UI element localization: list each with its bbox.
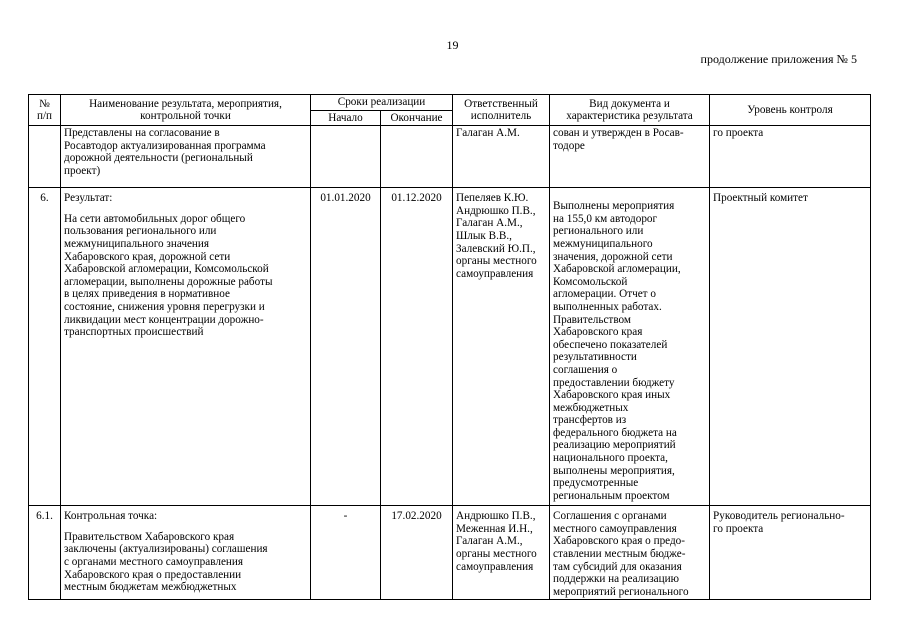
row-control: Проектный комитет xyxy=(710,188,871,506)
results-table xyxy=(28,94,871,600)
table-row xyxy=(29,188,871,506)
table-row xyxy=(29,126,871,188)
row-document: сован и утвержден в Росав- тодоре xyxy=(550,126,710,188)
row-name-text: Представлены на согласование в Росавтодор актуализированная программа дорожной деятельности (региональный проект) xyxy=(64,127,266,177)
header-num: № п/п xyxy=(29,95,61,126)
row-end xyxy=(381,126,453,188)
header-terms: Сроки реализации xyxy=(311,95,453,111)
row-start xyxy=(311,126,381,188)
row-end: 01.12.2020 xyxy=(381,188,453,506)
row-label: Контрольная точка: xyxy=(64,510,158,523)
row-document: Соглашения с органами местного самоуправления Хабаровского края о предо- ставлении местным бюдже- там субсидий для оказания поддержки на реализацию мероприятий регионального xyxy=(550,506,710,600)
row-document: Выполнены мероприятия на 155,0 км автодорог регионального или межмуниципального значения, дорожной сети Хабаровской агломерации, Комсомольской агломерации. Отчет о выполненных работах. Правительством Хабаровского края обеспечено показателей результативности соглашения о предоставлении бюджету Хабаровского края иных межбюджетных трансфертов из федерального бюджета на реализацию мероприятий национального проекта, выполнены мероприятия, предусмотренные региональным проектом xyxy=(550,188,710,506)
row-num xyxy=(29,126,61,188)
row-end: 17.02.2020 xyxy=(381,506,453,600)
row-responsible: Андрюшко П.В., Меженная И.Н., Галаган А.М., органы местного самоуправления xyxy=(453,506,550,600)
row-start: 01.01.2020 xyxy=(311,188,381,506)
row-name xyxy=(61,506,311,600)
row-num: 6. xyxy=(29,188,61,506)
header-row xyxy=(29,95,871,111)
header-start: Начало xyxy=(311,110,381,126)
header-responsible: Ответственный исполнитель xyxy=(453,95,550,126)
header-name: Наименование результата, мероприятия, контрольной точки xyxy=(61,95,311,126)
row-name-text: На сети автомобильных дорог общего пользования регионального или межмуниципального значения Хабаровского края, дорожной сети Хабаровской агломерации, Комсомольской агломерации, выполнены дорожные работы в целях приведения в нормативное состояние, снижения уровня перегрузки и ликвидации мест концентрации дорожно- транспортных происшествий xyxy=(64,212,273,339)
row-responsible: Пепеляев К.Ю. Андрюшко П.В., Галаган А.М., Шлык В.В., Залевский Ю.П., органы местного самоуправления xyxy=(453,188,550,506)
row-start: - xyxy=(311,506,381,600)
appendix-continuation-note: продолжение приложения № 5 xyxy=(700,52,857,66)
header-end: Окончание xyxy=(381,110,453,126)
row-control: Руководитель регионально- го проекта xyxy=(710,506,871,600)
row-num: 6.1. xyxy=(29,506,61,600)
table-row xyxy=(29,506,871,600)
row-name xyxy=(61,126,311,188)
row-control: го проекта xyxy=(710,126,871,188)
header-document: Вид документа и характеристика результата xyxy=(550,95,710,126)
row-name xyxy=(61,188,311,506)
row-name-text: Правительством Хабаровского края заключены (актуализированы) соглашения с органами местного самоуправления Хабаровского края о предоставлении местным бюджетам межбюджетных xyxy=(64,530,268,594)
row-responsible: Галаган А.М. xyxy=(453,126,550,188)
row-label: Результат: xyxy=(64,192,113,205)
header-control: Уровень контроля xyxy=(710,95,871,126)
page-number: 19 xyxy=(446,38,459,52)
